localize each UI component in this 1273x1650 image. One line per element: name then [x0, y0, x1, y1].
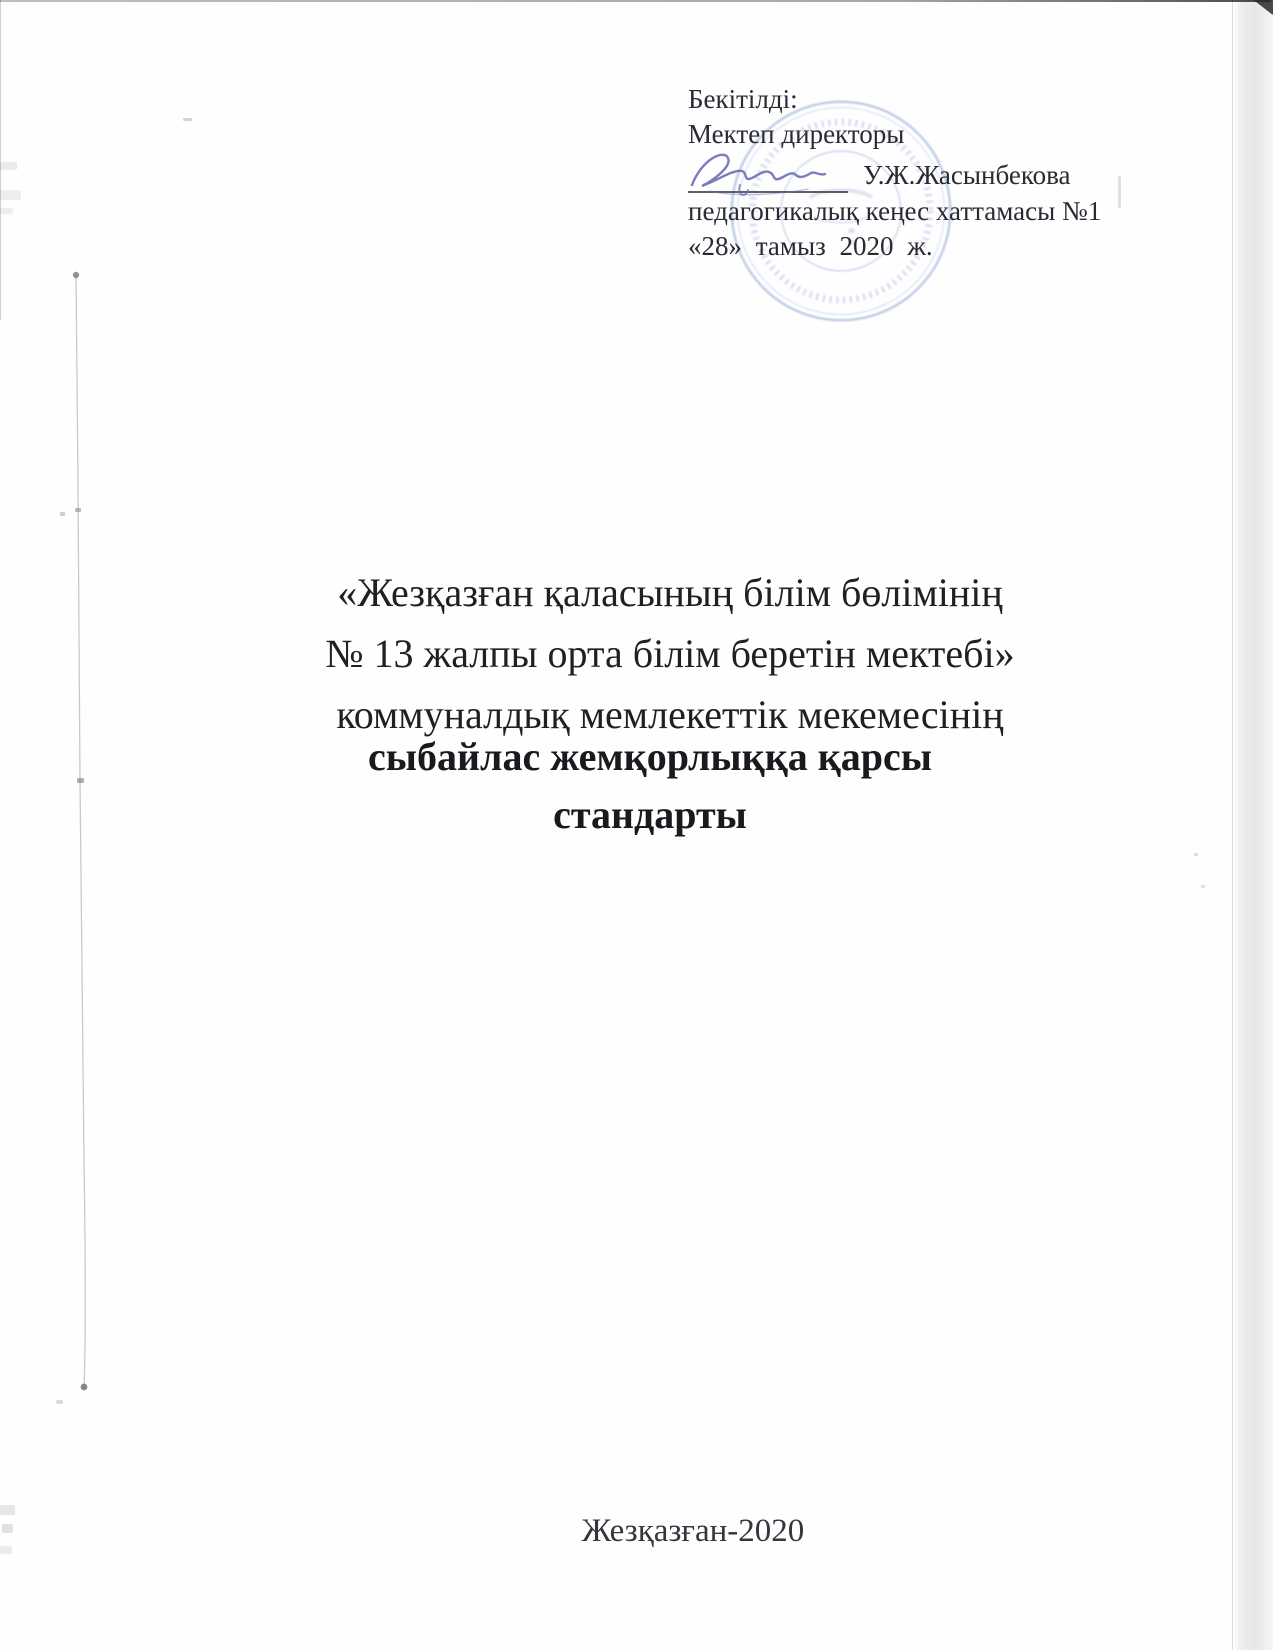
director-label: Мектеп директоры	[688, 119, 905, 149]
scan-smudge	[0, 208, 13, 214]
scan-smudge	[0, 190, 21, 200]
title-line-3: коммуналдық мемлекеттік мекемесінің	[336, 692, 1004, 737]
document-title	[320, 562, 1020, 745]
scan-smudge	[2, 1524, 13, 1533]
approval-block	[688, 82, 1168, 264]
signee-name: У.Ж.Жасынбекова	[863, 160, 1071, 190]
signature-icon	[682, 145, 850, 203]
date-line: «28» тамыз 2020 ж.	[688, 231, 933, 261]
scan-smudge	[0, 1505, 15, 1515]
signature-row	[688, 153, 1168, 193]
footer-city-year: Жезқазған-2020	[581, 1513, 805, 1549]
title-line-2: № 13 жалпы орта білім беретін мектебі»	[325, 631, 1015, 676]
approved-label: Бекітілді:	[688, 84, 798, 114]
scan-crease-line	[60, 260, 100, 1400]
scan-smudge	[0, 1546, 12, 1554]
protocol-line: педагогикалық кеңес хаттамасы №1	[688, 196, 1102, 226]
scan-left-edge-line	[0, 0, 1, 320]
page-edge-shadow	[1232, 0, 1273, 1650]
scan-top-edge-line	[0, 0, 1273, 2]
document-subtitle: сыбайлас жемқорлыққа қарсы стандарты	[367, 734, 933, 837]
title-line-1: «Жезқазған қаласының білім бөлімінің	[337, 570, 1003, 615]
scan-speck	[1201, 885, 1205, 888]
scan-speck	[1194, 853, 1198, 856]
scan-speck	[56, 1400, 63, 1404]
scan-speck	[183, 118, 192, 121]
scan-smudge	[0, 162, 17, 170]
signature-line	[688, 157, 848, 193]
